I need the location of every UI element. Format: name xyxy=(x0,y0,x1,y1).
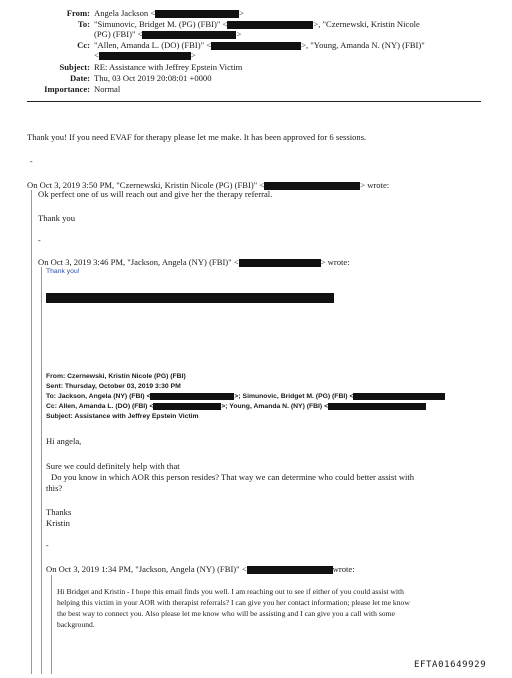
importance-label: Importance: xyxy=(44,84,90,94)
fwd-sign: Thanks xyxy=(46,507,72,517)
quote-bar xyxy=(31,190,32,674)
fwd-to: To: Jackson, Angela (NY) (FBI) < >; Simunovic, Bridget M. (PG) (FBI) < xyxy=(46,392,445,401)
subject-label: Subject: xyxy=(59,62,90,72)
quote-header: On Oct 3, 2019 3:50 PM, "Czernewski, Kristin Nicole (PG) (FBI)" < > wrote: xyxy=(27,180,390,190)
cc-label: Cc: xyxy=(77,40,90,50)
to-label: To: xyxy=(77,19,90,29)
fwd-from: From: Czernewski, Kristin Nicole (PG) (FBI) xyxy=(46,373,186,380)
redaction xyxy=(99,52,191,60)
quote-line: the best way to connect you. Also please let me know who will be assisting and I can give you a call with some xyxy=(57,609,395,618)
date-label: Date: xyxy=(69,73,90,83)
redaction xyxy=(239,259,321,267)
quote-line: Thank you! xyxy=(46,268,80,275)
redaction xyxy=(46,293,334,303)
redaction xyxy=(153,403,221,410)
cc-value-cont: < > xyxy=(94,50,196,60)
quote-header: On Oct 3, 2019 3:46 PM, "Jackson, Angela (NY) (FBI)" < > wrote: xyxy=(38,257,350,267)
redaction xyxy=(328,403,426,410)
redaction xyxy=(247,566,333,574)
quote-line: Hi Bridget and Kristin - I hope this email finds you well. I am reaching out to see if either of you could assist with xyxy=(57,587,404,596)
subject-value: RE: Assistance with Jeffrey Epstein Victim xyxy=(94,62,243,72)
redaction xyxy=(211,42,301,50)
from-value: Angela Jackson < > xyxy=(94,8,245,18)
message-body: Thank you! If you need EVAF for therapy please let me make. It has been approved for 6 sessions. xyxy=(27,132,367,142)
to-value-cont: (PG) (FBI)" < > xyxy=(94,29,242,39)
to-value: "Simunovic, Bridget M. (PG) (FBI)" < >, "Czernewski, Kristin Nicole xyxy=(94,19,420,29)
from-label: From: xyxy=(66,8,90,18)
fwd-greeting: Hi angela, xyxy=(46,436,82,446)
redaction-block xyxy=(46,289,334,307)
fwd-line: Do you know in which AOR this person resides? That way we can determine who could better assist with xyxy=(51,472,415,482)
quote-line: helping this victim in your AOR with therapist referrals? I can give you her contact information; please let me know xyxy=(57,598,410,607)
quote-line: Thank you xyxy=(38,213,75,223)
quote-bar xyxy=(41,267,42,674)
fwd-line: Sure we could definitely help with that xyxy=(46,461,180,471)
redaction xyxy=(227,21,313,29)
redaction xyxy=(150,393,234,400)
fwd-line: this? xyxy=(46,483,63,493)
separator-dash: - xyxy=(30,157,33,166)
quote-bar xyxy=(51,575,52,674)
redaction xyxy=(353,393,445,400)
fwd-cc: Cc: Allen, Amanda L. (DO) (FBI) < >; Young, Amanda N. (NY) (FBI) < xyxy=(46,402,426,411)
fwd-sent: Sent: Thursday, October 03, 2019 3:30 PM xyxy=(46,383,181,390)
quote-line: background. xyxy=(57,620,95,629)
redaction xyxy=(264,182,360,190)
header-divider xyxy=(27,101,481,102)
quote-line: Ok perfect one of us will reach out and give her the therapy referral. xyxy=(38,189,273,199)
cc-value: "Allen, Amanda L. (DO) (FBI)" < >, "Young, Amanda N. (NY) (FBI)" xyxy=(94,40,425,50)
fwd-subject: Subject: Assistance with Jeffrey Epstein Victim xyxy=(46,413,199,420)
document-id: EFTA01649929 xyxy=(414,660,487,670)
quote-header: On Oct 3, 2019 1:34 PM, "Jackson, Angela (NY) (FBI)" < wrote: xyxy=(46,564,355,574)
redaction xyxy=(142,31,236,39)
separator-dash: - xyxy=(38,236,41,245)
separator-dash: - xyxy=(46,541,49,550)
date-value: Thu, 03 Oct 2019 20:08:01 +0000 xyxy=(94,73,212,83)
redaction xyxy=(155,10,239,18)
fwd-sign: Kristin xyxy=(46,518,70,528)
importance-value: Normal xyxy=(94,84,121,94)
